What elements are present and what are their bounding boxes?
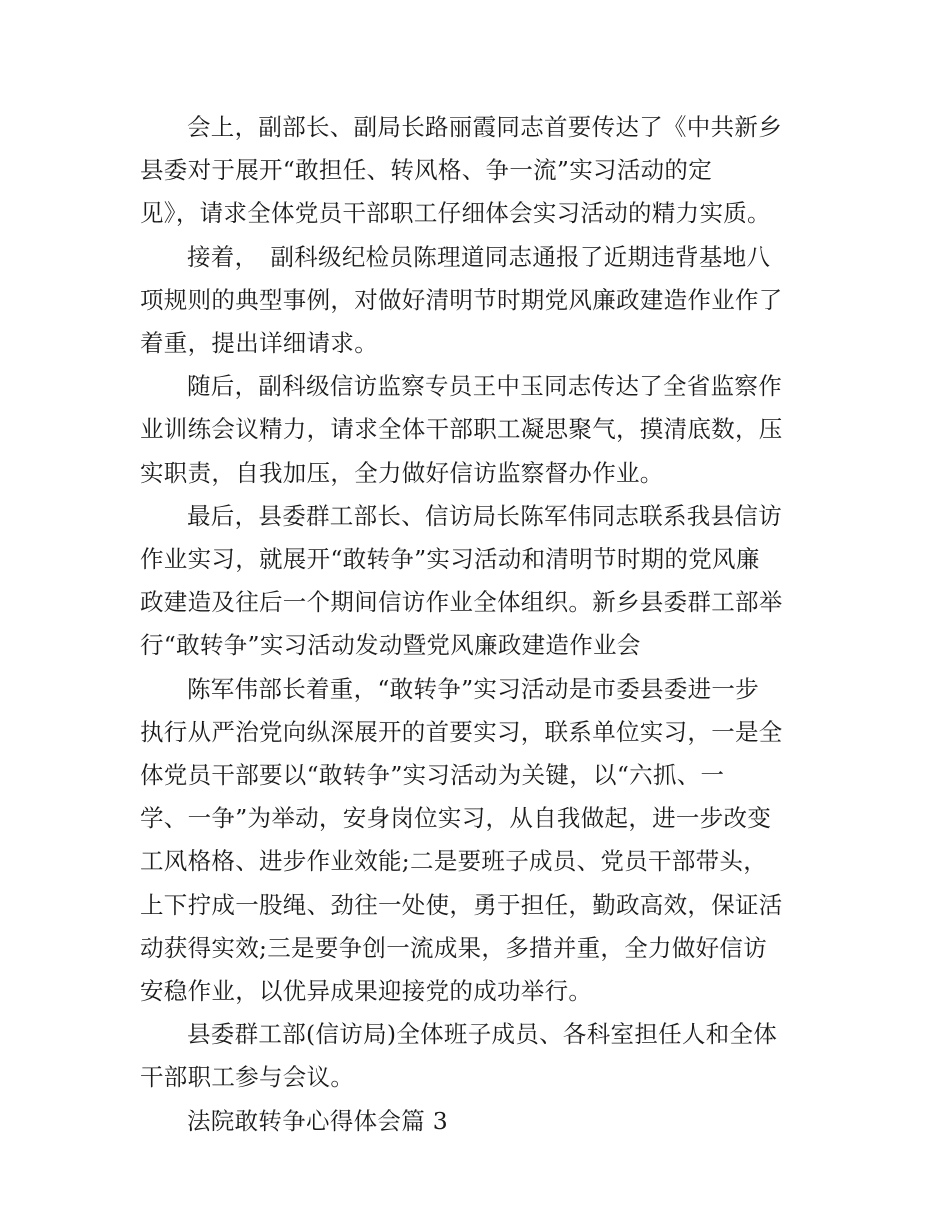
text-line: 接着， 副科级纪检员陈理道同志通报了近期违背基地八 (187, 242, 771, 271)
paragraph (140, 1013, 812, 1099)
text-line: 县委群工部(信访局)全体班子成员、各科室担任人和全体 (187, 1020, 778, 1049)
text-line: 随后，副科级信访监察专员王中玉同志传达了全省监察作 (187, 372, 782, 401)
paragraph (140, 1100, 812, 1143)
paragraph (140, 668, 812, 1014)
paragraph (140, 106, 812, 236)
document-body (140, 106, 812, 1143)
text-line: 见》，请求全体党员干部职工仔细体会实习活动的精力实质。 (140, 199, 771, 228)
text-line: 体党员干部要以“敢转争”实习活动为关键，以“六抓、一 (140, 761, 725, 790)
text-line: 陈军伟部长着重，“敢转争”实习活动是市委县委进一步 (187, 674, 760, 703)
text-line: 上下拧成一股绳、劲往一处使，勇于担任，勤政高效，保证活 (140, 890, 783, 919)
text-line: 法院敢转争心得体会篇 3 (187, 1106, 449, 1135)
text-line: 实职责，自我加压，全力做好信访监察督办作业。 (140, 458, 664, 487)
text-line: 动获得实效;三是要争创一流成果，多措并重，全力做好信访 (140, 933, 768, 962)
text-line: 最后，县委群工部长、信访局长陈军伟同志联系我县信访 (187, 501, 782, 530)
paragraph (140, 495, 812, 668)
text-line: 业训练会议精力，请求全体干部职工凝思聚气，摸清底数，压 (140, 415, 783, 444)
text-line: 县委对于展开“敢担任、转风格、争一流”实习活动的定 (140, 156, 713, 185)
text-line: 政建造及往后一个期间信访作业全体组织。新乡县委群工部举 (140, 588, 783, 617)
text-line: 行“敢转争”实习活动发动暨党风廉政建造作业会 (140, 631, 641, 660)
paragraph (140, 365, 812, 495)
text-line: 干部职工参与会议。 (140, 1063, 355, 1092)
text-line: 着重，提出详细请求。 (140, 329, 378, 358)
text-line: 工风格格、进步作业效能;二是要班子成员、党员干部带头， (140, 847, 768, 876)
paragraph (140, 236, 812, 366)
text-line: 作业实习，就展开“敢转争”实习活动和清明节时期的党风廉 (140, 545, 760, 574)
text-line: 安稳作业，以优异成果迎接党的成功举行。 (140, 977, 593, 1006)
text-line: 学、一争”为举动，安身岗位实习，从自我做起，进一步改变 (140, 804, 772, 833)
text-line: 会上，副部长、副局长路丽霞同志首要传达了《中共新乡 (187, 113, 782, 141)
text-line: 执行从严治党向纵深展开的首要实习，联系单位实习，一是全 (140, 717, 783, 746)
text-line: 项规则的典型事例，对做好清明节时期党风廉政建造作业作了 (140, 285, 783, 314)
